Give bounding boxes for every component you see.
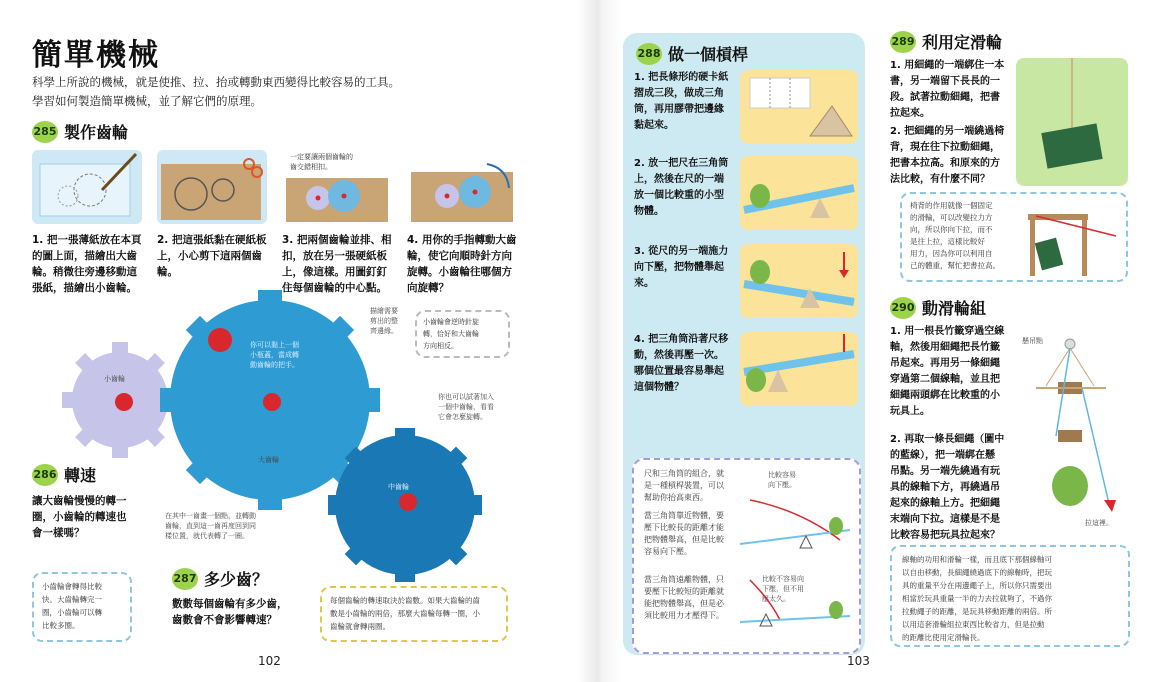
intro-line-2: 學習如何製造簡單機械，並了解它們的原理。 <box>32 94 262 108</box>
mid-gear-note: 你也可以試著加入 一個中齒輪，看看 它會怎麼旋轉。 <box>438 393 494 421</box>
step-4-image <box>407 150 517 224</box>
lever-explain-1: 尺和三角筒的組合，就 是一種槓桿裝置，可以 幫助你抬高東西。 <box>644 469 724 502</box>
page-number-left: 102 <box>258 654 281 668</box>
cardboard-scissors-icon <box>157 150 267 224</box>
lever-explain-2: 當三角筒靠近物體，要 壓下比較長的距離才能 把物體舉高，但是比較 容易向下壓。 <box>644 511 724 556</box>
answer-text-289: 椅背的作用就像一個固定 的滑輪，可以改變拉力方 向，所以你向下拉，而不 是往上拉，這樣比較好 用力，因為你可以利用自 己的體重，幫忙把書拉高。 <box>910 201 1000 270</box>
trace-note: 描繪需要 剪出的整 齊邊緣。 <box>370 307 398 335</box>
pull-here-label: 拉這裡。 <box>1085 519 1113 527</box>
lever-explain-3-side: 比較不容易向 下壓，但不用 壓太久。 <box>762 575 804 603</box>
section-287-text: 數數每個齒輪有多少齒， 齒數會不會影響轉速？ <box>172 598 288 626</box>
pulley-set-diagram <box>1026 336 1136 536</box>
section-285-heading <box>32 120 128 143</box>
section-number-290: 290 <box>890 297 916 319</box>
section-number-287: 287 <box>172 568 198 590</box>
ruler-press-icon <box>740 244 858 318</box>
section-number-289: 289 <box>890 31 916 53</box>
section-290-heading <box>890 296 986 319</box>
section-286-text: 讓大齒輪慢慢的轉一 圈，小齒輪的轉速也 會一樣嗎？ <box>32 495 127 539</box>
pulley-step-1-text: 1. 用細繩的一端綁住一本 書，另一端留下長長的一 段。試著拉動細繩，把書 拉起來。 <box>890 60 1005 119</box>
answer-box-290: 線軸的功用和滑輪一樣，而且底下那個線軸可 以自由移動，長細繩繞過底下的線軸時，把玩 具的重量平分在兩邊繩子上，所以你只需要出 相當於玩具重量一半的力去拉就夠了，不過你 拉動繩子的距離，是玩具移動距離的兩倍。所 以用這套滑輪組拉東西比較省力，但是拉動 的距離比使用定滑輪長。 <box>890 545 1130 647</box>
section-title-286: 轉速 <box>64 466 97 485</box>
intro-text <box>32 73 552 111</box>
lever-explain-1-side: 比較容易 向下壓。 <box>768 471 796 489</box>
lever-step-4-text: 4. 把三角筒沿著尺移 動，然後再壓一次。 哪個位置最容易舉起 這個物體？ <box>634 334 729 393</box>
step-1-image <box>32 150 142 224</box>
hanging-book-icon <box>1016 58 1128 186</box>
lever-step-2-image <box>740 156 858 230</box>
intro-line-1: 科學上所說的機械，就是使推、拉、抬或轉動東西變得比較容易的工具。 <box>32 75 400 89</box>
section-title-289: 利用定滑輪 <box>922 33 1003 52</box>
page-number-right: 103 <box>847 654 870 668</box>
mid-gear-label: 中齒輪 <box>388 483 409 491</box>
section-title-287: 多少齒？ <box>204 570 269 589</box>
section-286-heading <box>32 463 96 486</box>
section-289-heading <box>890 30 1002 53</box>
section-287-heading <box>172 567 268 590</box>
lever-step-1-text: 1. 把長條形的硬卡紙 摺成三段，做成三角 筒，再用膠帶把邊緣 黏起來。 <box>634 72 729 131</box>
lever-step-4-image <box>740 332 858 406</box>
step-2-text: 2. 把這張紙黏在硬紙板 上，小心剪下這兩個齒 輪。 <box>157 234 267 278</box>
step-3-note: 一定要讓兩個齒輪的 齒交錯相扣。 <box>290 153 353 171</box>
lever-step-1-image <box>740 70 858 144</box>
folded-card-icon <box>740 70 858 144</box>
section-288-heading <box>636 42 748 65</box>
section-number-288: 288 <box>636 43 662 65</box>
chair-pulley-icon <box>1022 196 1122 278</box>
pulley-set-step-2-text: 2. 再取一條長細繩（圖中 的藍線），把一端綁在懸 吊點。另一端先繞過有玩 具的線軸下方，再繞過吊 起來的線軸上方。把細繩 末端向下拉。這樣是不是 比較容易把玩具拉起來？ <box>890 434 1005 541</box>
answer-box-286: 小齒輪會轉得比較 快。大齒輪轉完一 圈，小齒輪可以轉 比較多圈。 <box>32 572 132 642</box>
turning-gears-icon <box>407 150 517 224</box>
section-title-285: 製作齒輪 <box>64 123 129 142</box>
section-number-286: 286 <box>32 464 58 486</box>
step-1-text: 1. 把一張薄紙放在本頁 的圖上面，描繪出大齒 輪。稍微往旁邊移動這 張紙，描繪出小齒輪。 <box>32 234 142 294</box>
section-title-288: 做一個槓桿 <box>668 45 749 64</box>
page-title: 簡單機械 <box>32 38 160 73</box>
lever-step-3-image <box>740 244 858 318</box>
step-2-image <box>157 150 267 224</box>
lever-explain-3: 當三角筒遠離物體，只 要壓下比較短的距離就 能把物體舉高，但是必 須比較用力才壓得下。 <box>644 575 724 620</box>
step-3-text: 3. 把兩個齒輪並排、相 扣，放在另一張硬紙板 上，像這樣。用圖釘釘 住每個齒輪的中心點。 <box>282 234 392 294</box>
section-number-285: 285 <box>32 121 58 143</box>
tracing-paper-icon <box>32 150 142 224</box>
mark-note: 在其中一齒畫一個點，並轉動 齒輪，直到這一齒再度回到同 樣位置，就代表轉了一圈。 <box>165 512 256 540</box>
answer-box-287: 每個齒輪的轉速取決於齒數。如果大齒輪的齒 數是小齒輪的兩倍，那麼大齒輪每轉一圈，小 齒輪就會轉兩圈。 <box>320 586 508 642</box>
hang-point-label: 懸吊點 <box>1022 337 1043 345</box>
pulley-book-image <box>1016 58 1128 186</box>
section-title-290: 動滑輪組 <box>922 299 987 318</box>
lever-diagram <box>740 490 852 640</box>
step-4-text: 4. 用你的手指轉動大齒 輪，使它向順時針方向 旋轉。小齒輪往哪個方 向旋轉？ <box>407 234 517 294</box>
pulley-step-2-text: 2. 把細繩的另一端繞過椅 背，現在往下拉動細繩， 把書本拉高。和原來的方 法比較，有什麼不同？ <box>890 126 1005 185</box>
ruler-moved-icon <box>740 332 858 406</box>
lever-step-3-text: 3. 從尺的另一端施力 向下壓，把物體舉起 來。 <box>634 246 729 289</box>
pulley-set-step-1-text: 1. 用一根長竹籤穿過空線 軸，然後用細繩把長竹籤 吊起來。再用另一條細繩 穿過第二個線軸，並且把 細繩兩頭綁在比較重的小 玩具上。 <box>890 326 1005 417</box>
answer-note-285: 小齒輪會逆時針旋 轉，恰好和大齒輪 方向相反。 <box>415 310 510 358</box>
ruler-lever-icon <box>740 156 858 230</box>
page-gutter <box>578 0 622 682</box>
big-gear-label: 大齒輪 <box>258 456 279 464</box>
lever-step-2-text: 2. 放一把尺在三角筒 上，然後在尺的一端 放一個比較重的小型 物體。 <box>634 158 729 217</box>
pin-note: 你可以黏上一個 小瓶蓋，當成轉 動齒輪的把手。 <box>250 341 299 369</box>
small-gear-label: 小齒輪 <box>104 375 125 383</box>
